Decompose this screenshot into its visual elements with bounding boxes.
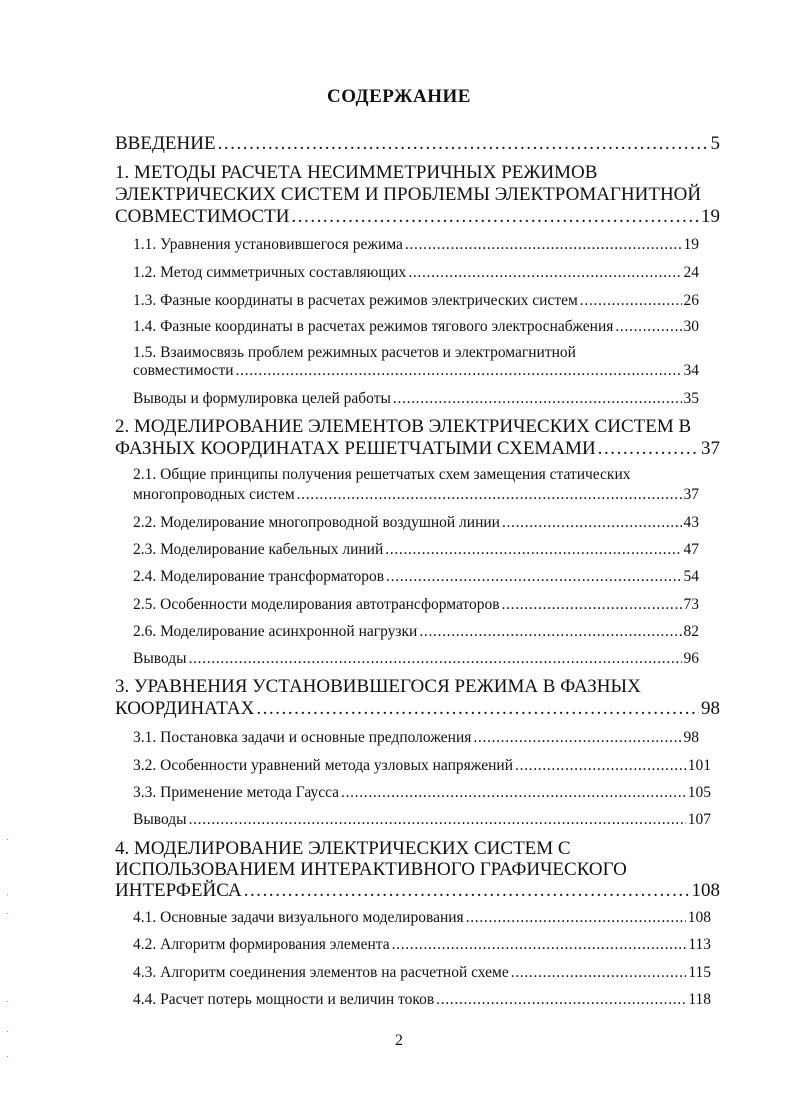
toc-section-3-3 — [133, 784, 711, 802]
toc-conclusions-3 — [133, 811, 711, 829]
page-title: СОДЕРЖАНИЕ — [327, 86, 471, 107]
toc-leader-dots — [291, 206, 699, 228]
toc-entry-text: Выводы — [133, 650, 187, 667]
toc-entry-text: 4.4. Расчет потерь мощности и величин токов — [133, 991, 435, 1008]
toc-entry-page: 108 — [691, 880, 720, 901]
toc-section-2-3 — [133, 541, 699, 559]
toc-entry-page: 47 — [683, 541, 699, 558]
toc-entry-page: 96 — [683, 650, 699, 667]
toc-entry-text: ИНТЕРФЕЙСА — [115, 880, 242, 901]
toc-entry-page: 19 — [683, 236, 699, 253]
toc-leader-dots — [502, 514, 682, 532]
toc-section-2-4 — [133, 568, 699, 586]
toc-section-3-2 — [133, 757, 711, 775]
page-number: 2 — [395, 1032, 403, 1049]
toc-leader-dots — [419, 623, 681, 641]
toc-entry-page: 82 — [683, 623, 699, 640]
toc-section-4-3 — [133, 964, 711, 982]
toc-section-1-4 — [133, 318, 699, 336]
toc-section-1-1 — [133, 236, 699, 254]
toc-entry-text: 2.5. Особенности моделирования автотрансформаторов — [133, 596, 500, 613]
toc-entry-text: ВВЕДЕНИЕ — [115, 133, 216, 154]
toc-entry-text: 2.2. Моделирование многопроводной воздушной линии — [133, 514, 500, 531]
toc-leader-dots — [515, 757, 686, 775]
toc-section-1-5-line-1: 1.5. Взаимосвязь проблем режимных расчетов и электромагнитной — [133, 344, 576, 361]
toc-leader-dots — [466, 909, 686, 927]
toc-chapter-2-line-1: 2. МОДЕЛИРОВАНИЕ ЭЛЕМЕНТОВ ЭЛЕКТРИЧЕСКИХ СИСТЕМ В — [115, 416, 692, 437]
toc-leader-dots — [580, 292, 682, 310]
scan-mark: ˙ — [6, 838, 10, 849]
toc-chapter-4-line-2: ИСПОЛЬЗОВАНИЕМ ИНТЕРАКТИВНОГО ГРАФИЧЕСКОГО — [115, 859, 627, 880]
toc-chapter-1-line-2: ЭЛЕКТРИЧЕСКИХ СИСТЕМ И ПРОБЛЕМЫ ЭЛЕКТРОМАГНИТНОЙ — [115, 184, 702, 205]
toc-entry-page: 54 — [683, 568, 699, 585]
toc-entry-text: 1.1. Уравнения установившегося режима — [133, 236, 403, 253]
scan-mark: ˙ — [6, 1055, 10, 1066]
toc-entry-text: 3.3. Применение метода Гаусса — [133, 784, 340, 801]
toc-entry-page: 107 — [687, 811, 711, 828]
toc-entry-page: 30 — [683, 318, 699, 335]
toc-entry-page: 73 — [683, 596, 699, 613]
toc-leader-dots — [244, 880, 690, 902]
toc-leader-dots — [189, 650, 682, 668]
toc-entry-page: 24 — [683, 264, 699, 281]
toc-leader-dots — [218, 133, 709, 155]
toc-leader-dots — [236, 362, 682, 380]
toc-section-4-4 — [133, 991, 711, 1009]
toc-entry-page: 43 — [683, 514, 699, 531]
toc-leader-dots — [297, 486, 682, 504]
toc-entry-text: 1.3. Фазные координаты в расчетах режимов электрических систем — [133, 292, 578, 309]
toc-entry-text: 1.4. Фазные координаты в расчетах режимов тягового электроснабжения — [133, 318, 614, 335]
toc-entry-page: 19 — [701, 206, 720, 227]
toc-entry-page: 34 — [683, 362, 699, 379]
toc-chapter-1-line-1: 1. МЕТОДЫ РАСЧЕТА НЕСИММЕТРИЧНЫХ РЕЖИМОВ — [115, 162, 598, 183]
toc-chapter-4-line-1: 4. МОДЕЛИРОВАНИЕ ЭЛЕКТРИЧЕСКИХ СИСТЕМ С — [115, 838, 571, 859]
toc-section-2-6 — [133, 623, 699, 641]
toc-leader-dots — [615, 318, 681, 336]
toc-entry-text: Выводы — [133, 811, 187, 828]
toc-leader-dots — [189, 811, 686, 829]
toc-section-1-2 — [133, 264, 699, 282]
toc-entry-text: 3.2. Особенности уравнений метода узловых напряжений — [133, 757, 514, 774]
toc-entry-text: 3.1. Постановка задачи и основные предположения — [133, 729, 472, 746]
toc-leader-dots — [392, 936, 687, 954]
toc-section-2-2 — [133, 514, 699, 532]
toc-entry-text: многопроводных систем — [133, 486, 295, 503]
scan-mark: ˙ — [6, 912, 10, 923]
toc-entry-introduction — [115, 133, 720, 155]
toc-section-1-3 — [133, 292, 699, 310]
toc-chapter-3-line-1: 3. УРАВНЕНИЯ УСТАНОВИВШЕГОСЯ РЕЖИМА В ФАЗНЫХ — [115, 676, 641, 697]
toc-leader-dots — [393, 390, 682, 408]
toc-conclusions-1 — [133, 390, 699, 408]
toc-leader-dots — [386, 568, 681, 586]
toc-entry-page: 5 — [710, 133, 720, 154]
toc-section-3-1 — [133, 729, 699, 747]
toc-entry-page: 101 — [687, 757, 711, 774]
toc-section-4-2 — [133, 936, 711, 954]
toc-entry-text: 4.2. Алгоритм формирования элемента — [133, 936, 390, 953]
toc-entry-page: 26 — [683, 292, 699, 309]
toc-section-2-1-line-1: 2.1. Общие принципы получения решетчатых схем замещения статических — [133, 466, 631, 483]
toc-section-2-1 — [133, 486, 699, 504]
toc-entry-page: 105 — [687, 784, 711, 801]
toc-entry-text: 4.3. Алгоритм соединения элементов на расчетной схеме — [133, 964, 509, 981]
toc-leader-dots — [598, 438, 699, 460]
toc-entry-page: 113 — [688, 936, 711, 953]
scan-mark: ˌ — [6, 885, 10, 896]
toc-chapter-3 — [115, 698, 720, 720]
toc-chapter-4 — [115, 880, 720, 902]
toc-leader-dots — [256, 698, 699, 720]
toc-section-2-5 — [133, 596, 699, 614]
toc-leader-dots — [341, 784, 686, 802]
toc-conclusions-2 — [133, 650, 699, 668]
toc-leader-dots — [511, 964, 687, 982]
toc-leader-dots — [502, 596, 682, 614]
toc-leader-dots — [385, 541, 681, 559]
toc-entry-text: совместимости — [133, 362, 234, 379]
toc-entry-page: 98 — [683, 729, 699, 746]
toc-entry-page: 108 — [687, 909, 711, 926]
scan-mark: ˙ — [6, 1030, 10, 1041]
toc-leader-dots — [405, 236, 682, 254]
toc-chapter-1 — [115, 206, 720, 228]
toc-entry-text: 4.1. Основные задачи визуального моделирования — [133, 909, 464, 926]
toc-entry-text: СОВМЕСТИМОСТИ — [115, 206, 290, 227]
toc-entry-text: 2.4. Моделирование трансформаторов — [133, 568, 385, 585]
toc-leader-dots — [408, 264, 681, 282]
toc-entry-page: 35 — [683, 390, 699, 407]
toc-entry-text: 2.3. Моделирование кабельных линий — [133, 541, 384, 558]
toc-entry-text: Выводы и формулировка целей работы — [133, 390, 391, 407]
toc-section-4-1 — [133, 909, 711, 927]
toc-entry-page: 37 — [701, 438, 720, 459]
toc-leader-dots — [473, 729, 681, 747]
toc-entry-text: 1.2. Метод симметричных составляющих — [133, 264, 407, 281]
scan-mark: ˙ — [6, 1000, 10, 1011]
toc-entry-page: 118 — [688, 991, 711, 1008]
toc-entry-text: 2.6. Моделирование асинхронной нагрузки — [133, 623, 418, 640]
toc-section-1-5 — [133, 362, 699, 380]
toc-chapter-2 — [115, 438, 720, 460]
toc-entry-page: 98 — [701, 698, 720, 719]
toc-entry-text: ФАЗНЫХ КООРДИНАТАХ РЕШЕТЧАТЫМИ СХЕМАМИ — [115, 438, 596, 459]
toc-entry-page: 37 — [683, 486, 699, 503]
toc-entry-page: 115 — [688, 964, 711, 981]
toc-entry-text: КООРДИНАТАХ — [115, 698, 255, 719]
toc-leader-dots — [436, 991, 686, 1009]
